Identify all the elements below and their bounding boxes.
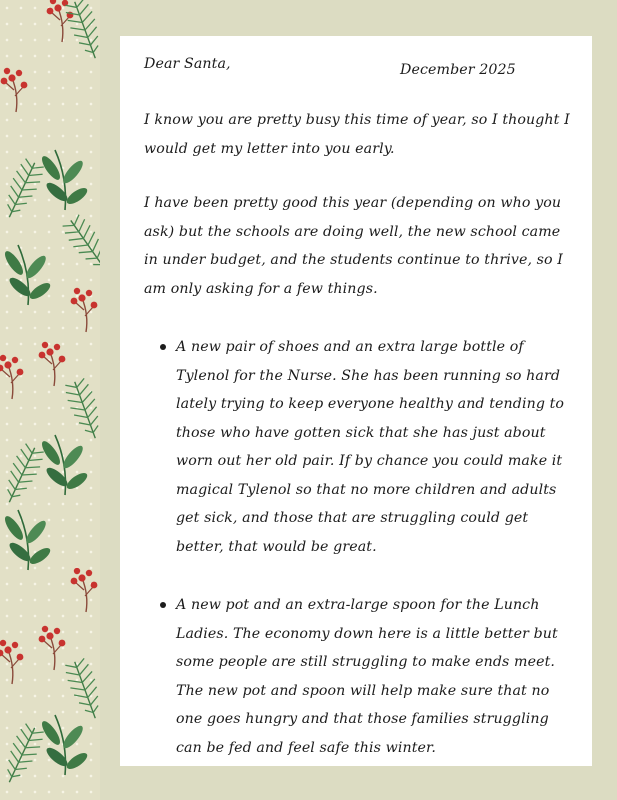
wish-item	[176, 591, 574, 762]
pattern-tile-1	[0, 0, 100, 305]
pattern-tile-2	[0, 288, 100, 570]
wish-list	[144, 333, 574, 762]
paragraph-good-year: I have been pretty good this year (depending on who you ask) but the schools are doing well, the new school came in under budget, and the students continue to thrive, so I am only asking for a few things.	[144, 195, 564, 297]
letter-body	[144, 50, 574, 762]
wish-text: A new pot and an extra-large spoon for the Lunch Ladies. The economy down here is a little better but some people are still struggling to make ends meet. The new pot and spoon will help make sure that no one goes hungry and that those families struggling can be fed and feel safe this winter.	[176, 597, 558, 756]
bullet-icon	[160, 602, 166, 608]
holiday-pattern-border	[0, 0, 100, 800]
wish-text: A new pair of shoes and an extra large bottle of Tylenol for the Nurse. She has been running so hard lately trying to keep everyone healthy and tending to those who have gotten sick that she has just about worn out her old pair. If by chance you could make it magical Tylenol so that no more children and adults get sick, and those that are struggling could get better, that would be great.	[176, 339, 565, 555]
pattern-tile-3	[0, 568, 100, 788]
wish-item	[176, 333, 574, 561]
salutation: Dear Santa,	[144, 56, 231, 72]
letter-header	[144, 50, 574, 80]
bullet-icon	[160, 344, 166, 350]
paragraph-intro: I know you are pretty busy this time of year, so I thought I would get my letter into you early.	[144, 112, 570, 157]
letter-paper	[120, 36, 592, 766]
holiday-pattern-art	[0, 0, 100, 800]
letter-date: December 2025	[400, 62, 516, 78]
